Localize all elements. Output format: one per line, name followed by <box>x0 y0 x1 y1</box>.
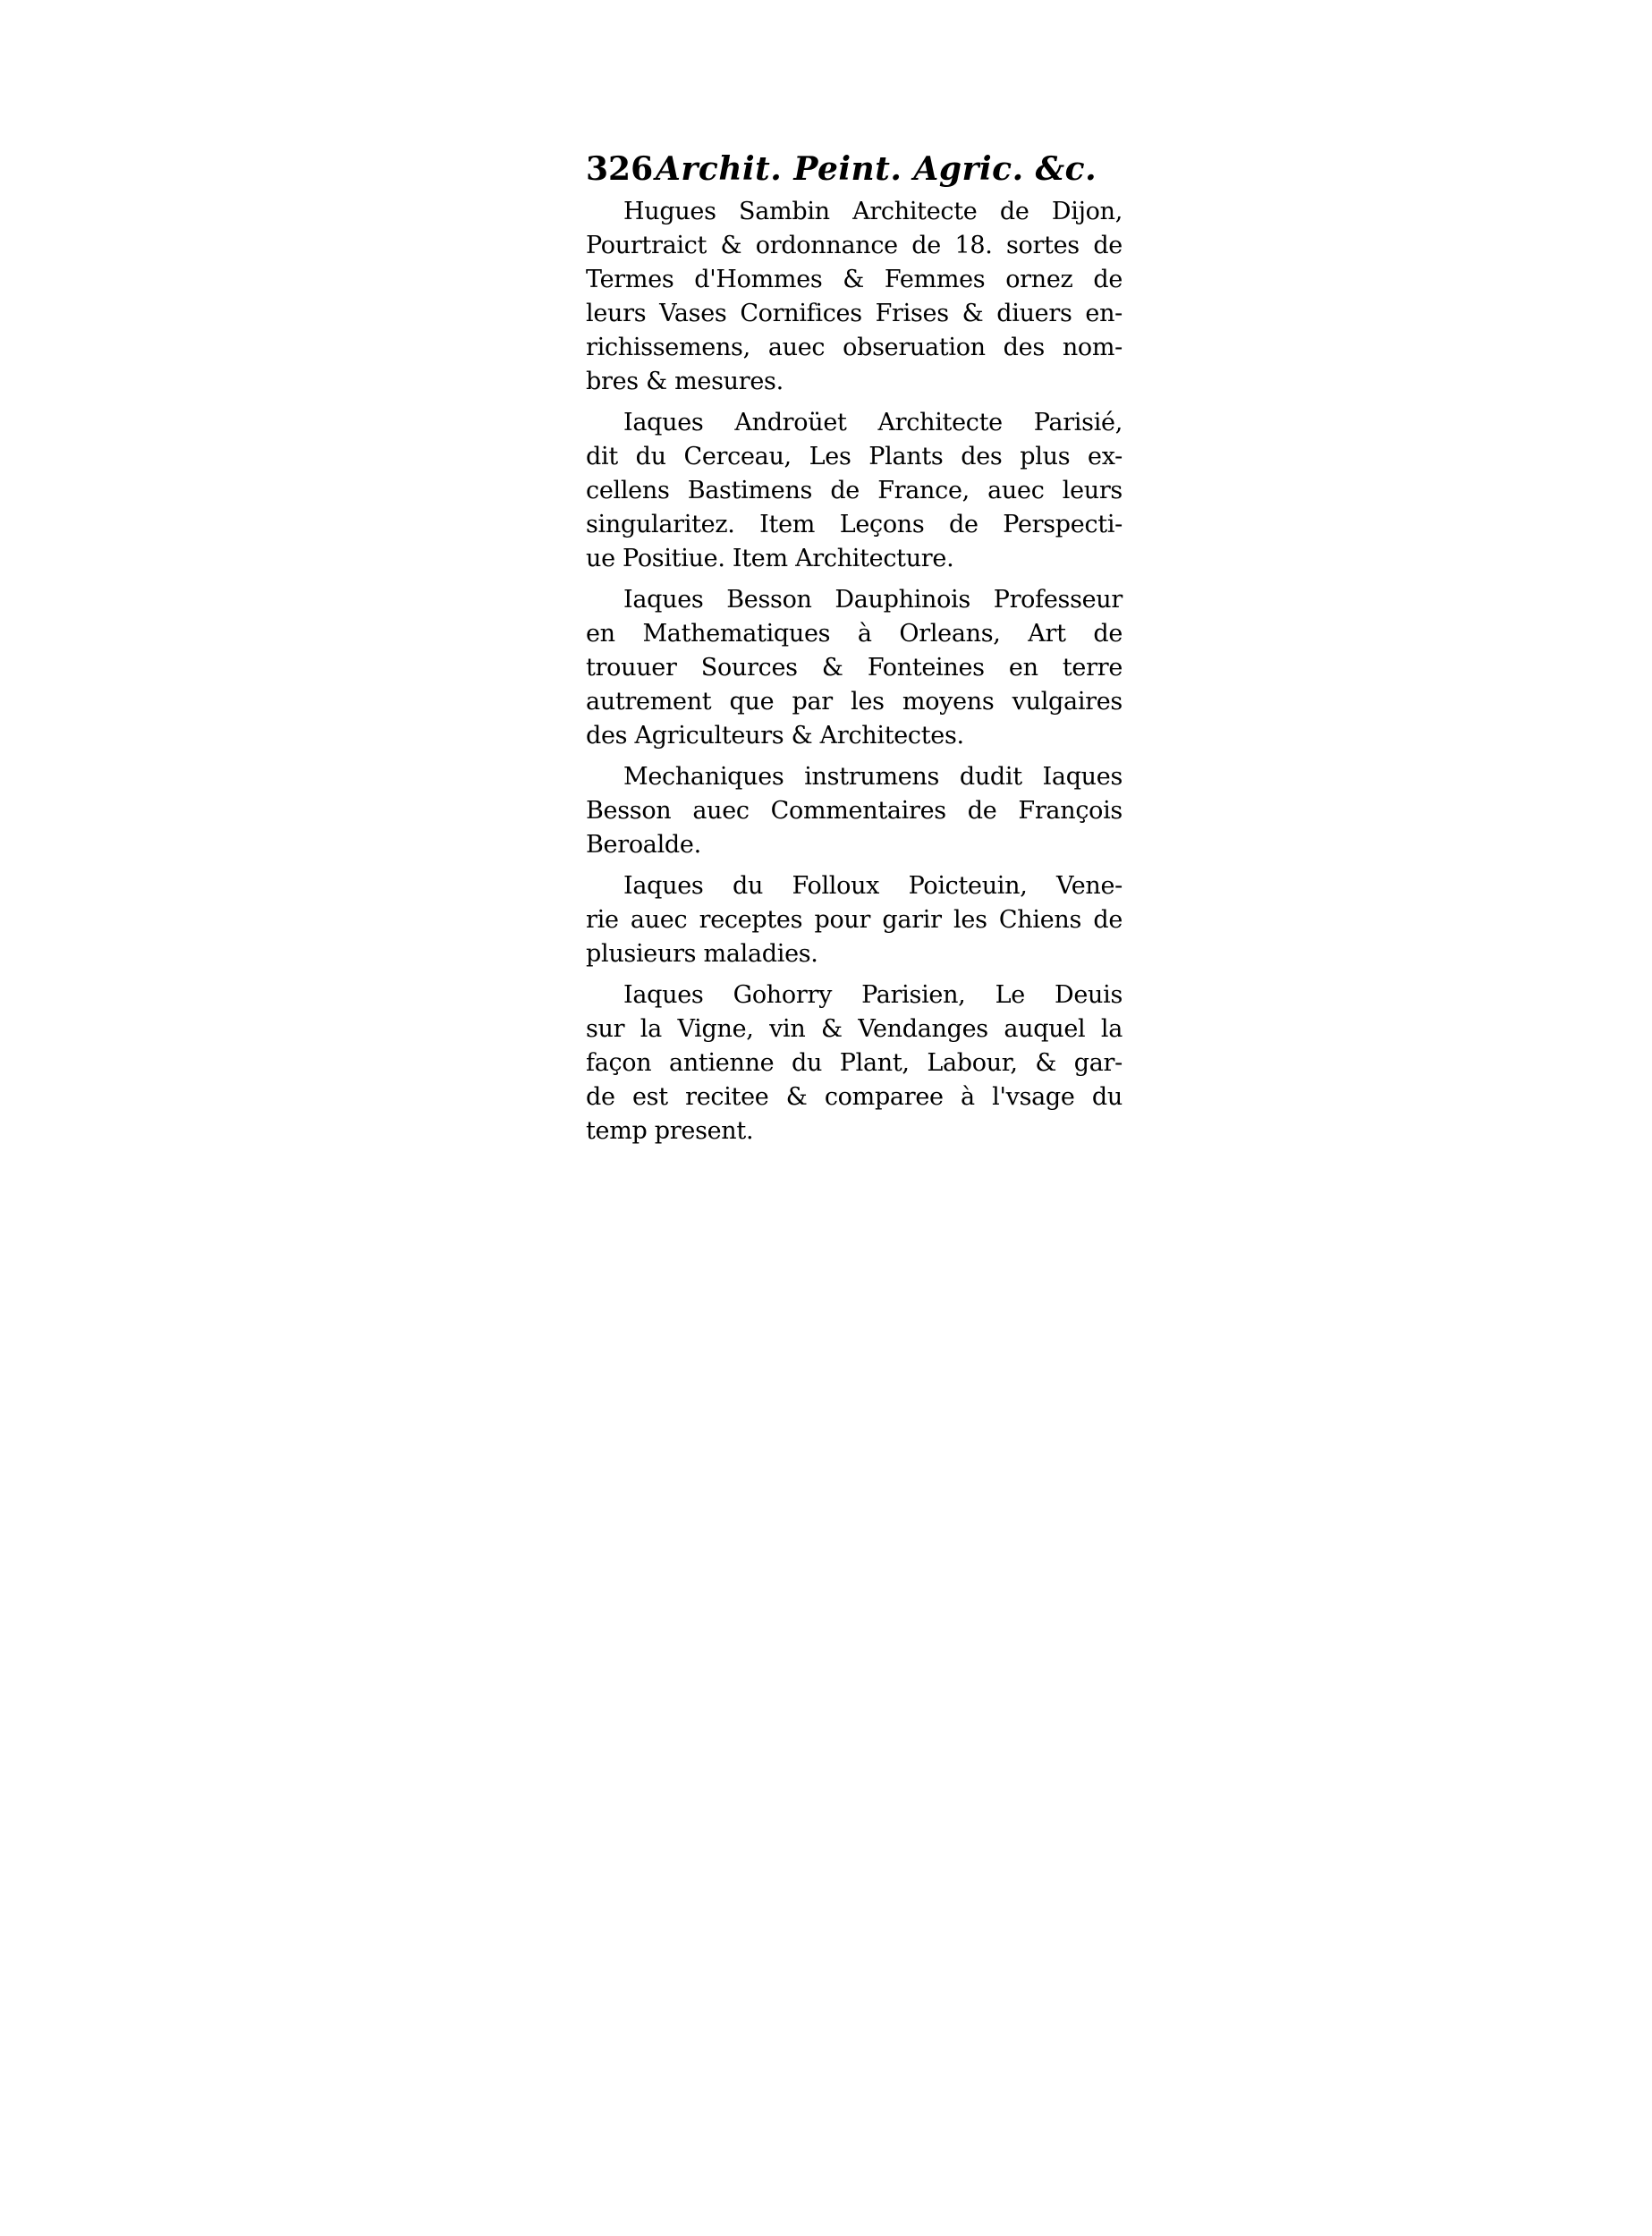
text-line: en Mathematiques à Orleans, Art de <box>586 620 1123 648</box>
text-line: façon antienne du Plant, Labour, & gar- <box>586 1049 1123 1077</box>
entry-iaques-androuet <box>586 406 1123 576</box>
text-line: Iaques Androüet Architecte Parisié, <box>623 409 1123 436</box>
text-line: dit du Cerceau, Les Plants des plus ex- <box>586 443 1123 470</box>
text-line: autrement que par les moyens vulgaires <box>586 688 1123 716</box>
entry-mechaniques-instrumens <box>586 760 1123 862</box>
text-line: leurs Vases Cornifices Frises & diuers en- <box>586 300 1123 327</box>
text-line: Beroalde. <box>586 831 701 859</box>
text-line: de est recitee & comparee à l'vsage du <box>586 1083 1123 1111</box>
text-line: Iaques du Folloux Poicteuin, Vene- <box>623 872 1123 900</box>
text-line: cellens Bastimens de France, auec leurs <box>586 477 1123 504</box>
entry-iaques-gohorry <box>586 978 1123 1148</box>
running-head <box>586 143 1123 195</box>
text-line: Mechaniques instrumens dudit Iaques <box>623 763 1123 791</box>
running-head-title: Archit. Peint. Agric. &c. <box>656 150 1097 188</box>
text-line: richissemens, auec obseruation des nom- <box>586 334 1123 361</box>
text-line: plusieurs maladies. <box>586 940 818 968</box>
text-line: ue Positiue. Item Architecture. <box>586 545 954 572</box>
text-line: bres & mesures. <box>586 368 784 395</box>
entry-iaques-du-folloux <box>586 869 1123 971</box>
entry-hugues-sambin <box>586 195 1123 399</box>
text-line: Besson auec Commentaires de François <box>586 797 1123 825</box>
entry-iaques-besson <box>586 583 1123 753</box>
text-line: temp present. <box>586 1117 754 1145</box>
text-line: sur la Vigne, vin & Vendanges auquel la <box>586 1015 1123 1043</box>
text-line: Iaques Gohorry Parisien, Le Deuis <box>623 981 1123 1009</box>
text-block <box>586 143 1123 1148</box>
text-line: trouuer Sources & Fonteines en terre <box>586 654 1123 682</box>
text-line: Hugues Sambin Architecte de Dijon, <box>623 198 1123 225</box>
text-line: rie auec receptes pour garir les Chiens de <box>586 906 1123 934</box>
page-number: 326 <box>586 150 654 188</box>
text-line: singularitez. Item Leçons de Perspecti- <box>586 511 1123 538</box>
text-line: Termes d'Hommes & Femmes ornez de <box>586 266 1123 293</box>
text-line: Iaques Besson Dauphinois Professeur <box>623 586 1123 614</box>
text-line: Pourtraict & ordonnance de 18. sortes de <box>586 232 1123 259</box>
text-line: des Agriculteurs & Architectes. <box>586 722 964 750</box>
